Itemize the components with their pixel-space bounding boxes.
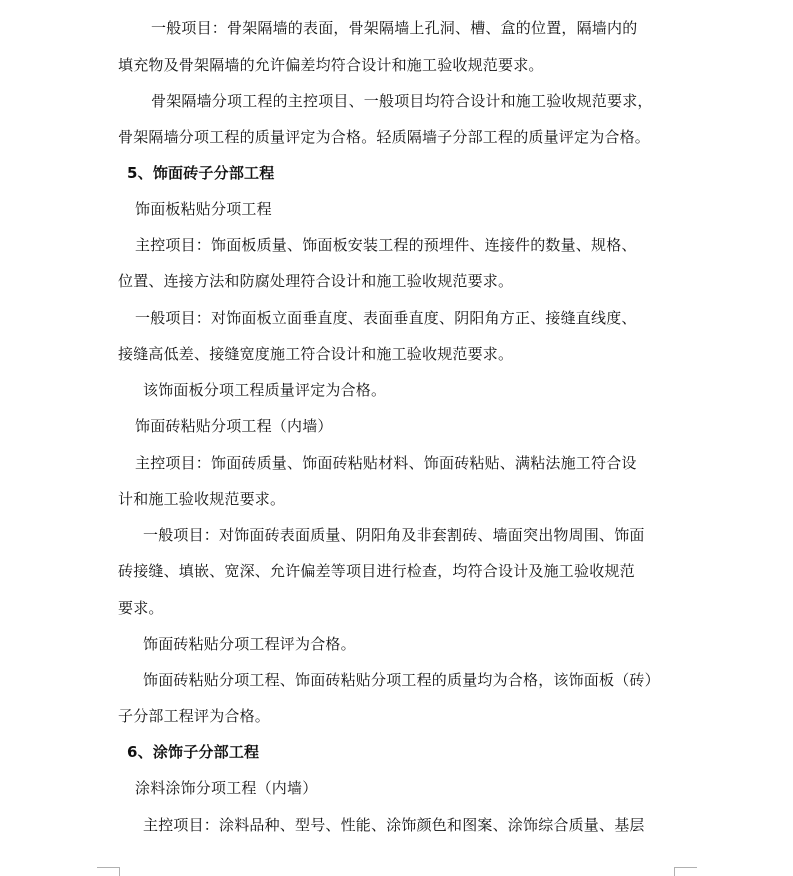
paragraph-line: 子分部工程评为合格。 xyxy=(118,707,271,725)
paragraph-line: 要求。 xyxy=(118,599,164,617)
section-heading: 6、涂饰子分部工程 xyxy=(127,743,260,761)
paragraph-line: 主控项目：饰面板质量、饰面板安装工程的预埋件、连接件的数量、规格、 xyxy=(135,236,637,254)
subsection-title: 饰面砖粘贴分项工程（内墙） xyxy=(135,417,333,435)
paragraph-line: 一般项目：骨架隔墙的表面，骨架隔墙上孔洞、槽、盒的位置，隔墙内的 xyxy=(151,19,638,37)
page-margin-corner-mark xyxy=(674,867,697,876)
paragraph-line: 骨架隔墙分项工程的主控项目、一般项目均符合设计和施工验收规范要求， xyxy=(151,92,653,110)
subsection-title: 涂料涂饰分项工程（内墙） xyxy=(135,779,318,797)
paragraph-line: 饰面砖粘贴分项工程评为合格。 xyxy=(143,635,356,653)
page-margin-corner-mark xyxy=(97,867,120,876)
paragraph-line: 该饰面板分项工程质量评定为合格。 xyxy=(143,381,387,399)
paragraph-line: 骨架隔墙分项工程的质量评定为合格。轻质隔墙子分部工程的质量评定为合格。 xyxy=(118,128,651,146)
paragraph-line: 主控项目：涂料品种、型号、性能、涂饰颜色和图案、涂饰综合质量、基层 xyxy=(143,816,645,834)
section-heading: 5、饰面砖子分部工程 xyxy=(127,164,275,182)
paragraph-line: 一般项目：对饰面板立面垂直度、表面垂直度、阴阳角方正、接缝直线度、 xyxy=(135,309,637,327)
paragraph-line: 位置、连接方法和防腐处理符合设计和施工验收规范要求。 xyxy=(118,272,514,290)
paragraph-line: 接缝高低差、接缝宽度施工符合设计和施工验收规范要求。 xyxy=(118,345,514,363)
paragraph-line: 砖接缝、填嵌、宽深、允许偏差等项目进行检查，均符合设计及施工验收规范 xyxy=(118,562,635,580)
paragraph-line: 主控项目：饰面砖质量、饰面砖粘贴材料、饰面砖粘贴、满粘法施工符合设 xyxy=(135,454,637,472)
subsection-title: 饰面板粘贴分项工程 xyxy=(135,200,272,218)
paragraph-line: 填充物及骨架隔墙的允许偏差均符合设计和施工验收规范要求。 xyxy=(118,56,544,74)
paragraph-line: 饰面砖粘贴分项工程、饰面砖粘贴分项工程的质量均为合格，该饰面板（砖） xyxy=(143,671,660,689)
paragraph-line: 一般项目：对饰面砖表面质量、阴阳角及非套割砖、墙面突出物周围、饰面 xyxy=(143,526,645,544)
paragraph-line: 计和施工验收规范要求。 xyxy=(118,490,286,508)
